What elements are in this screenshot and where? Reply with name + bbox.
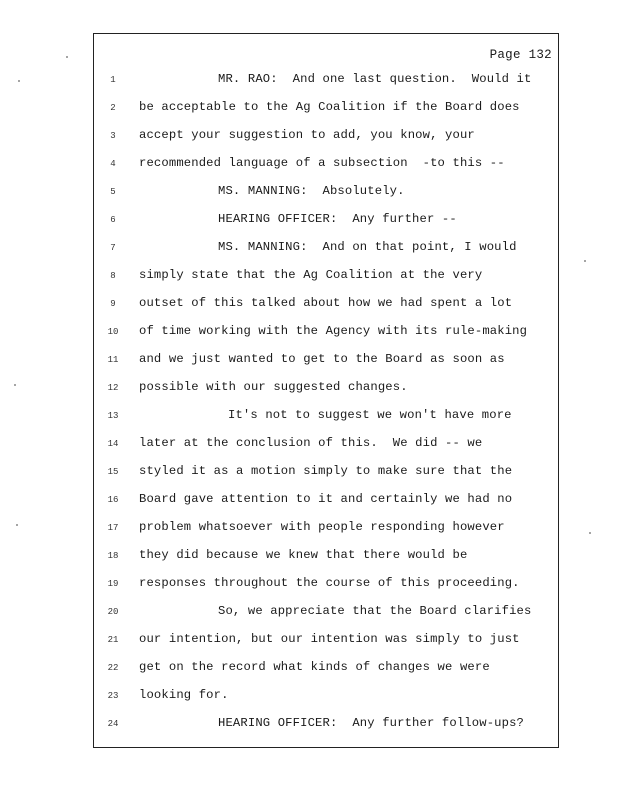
line-text: styled it as a motion simply to make sure that the <box>139 464 513 478</box>
line-text: later at the conclusion of this. We did -- we <box>139 436 483 450</box>
line-text: HEARING OFFICER: Any further follow-ups? <box>218 716 525 730</box>
line-text: recommended language of a subsection -to this -- <box>139 156 505 170</box>
line-text: responses throughout the course of this proceeding. <box>139 576 520 590</box>
line-number: 9 <box>110 299 116 309</box>
line-number: 2 <box>110 103 116 113</box>
transcript-line-10 <box>94 324 560 342</box>
transcript-line-20 <box>94 604 560 622</box>
line-number: 23 <box>107 691 119 701</box>
line-number: 16 <box>107 495 119 505</box>
line-number: 13 <box>107 411 119 421</box>
transcript-line-3 <box>94 128 560 146</box>
line-number: 6 <box>110 215 116 225</box>
transcript-line-2 <box>94 100 560 118</box>
transcript-page <box>93 33 559 748</box>
line-text: be acceptable to the Ag Coalition if the Board does <box>139 100 520 114</box>
transcript-line-16 <box>94 492 560 510</box>
page-number: Page 132 <box>489 48 552 62</box>
line-number: 12 <box>107 383 119 393</box>
line-number: 7 <box>110 243 116 253</box>
line-number: 11 <box>107 355 119 365</box>
transcript-line-7 <box>94 240 560 258</box>
transcript-line-17 <box>94 520 560 538</box>
line-text: MR. RAO: And one last question. Would it <box>218 72 532 86</box>
transcript-line-14 <box>94 436 560 454</box>
transcript-line-9 <box>94 296 560 314</box>
line-text: looking for. <box>139 688 229 702</box>
transcript-line-4 <box>94 156 560 174</box>
transcript-line-21 <box>94 632 560 650</box>
line-number: 24 <box>107 719 119 729</box>
line-number: 18 <box>107 551 119 561</box>
line-text: HEARING OFFICER: Any further -- <box>218 212 457 226</box>
transcript-line-11 <box>94 352 560 370</box>
scan-speck <box>18 80 20 82</box>
transcript-line-6 <box>94 212 560 230</box>
line-text: MS. MANNING: Absolutely. <box>218 184 405 198</box>
line-text: and we just wanted to get to the Board as soon as <box>139 352 505 366</box>
line-number: 8 <box>110 271 116 281</box>
scan-speck <box>16 524 18 526</box>
line-text: they did because we knew that there would be <box>139 548 468 562</box>
transcript-line-18 <box>94 548 560 566</box>
line-text: our intention, but our intention was simply to just <box>139 632 520 646</box>
line-text: simply state that the Ag Coalition at the very <box>139 268 483 282</box>
line-number: 10 <box>107 327 119 337</box>
line-number: 5 <box>110 187 116 197</box>
transcript-line-15 <box>94 464 560 482</box>
scan-speck <box>66 56 68 58</box>
transcript-line-22 <box>94 660 560 678</box>
line-number: 20 <box>107 607 119 617</box>
transcript-line-19 <box>94 576 560 594</box>
line-number: 22 <box>107 663 119 673</box>
line-number: 1 <box>110 75 116 85</box>
transcript-line-12 <box>94 380 560 398</box>
line-number: 17 <box>107 523 119 533</box>
line-text: get on the record what kinds of changes we were <box>139 660 490 674</box>
transcript-line-8 <box>94 268 560 286</box>
transcript-line-5 <box>94 184 560 202</box>
line-number: 21 <box>107 635 119 645</box>
line-number: 15 <box>107 467 119 477</box>
line-text: MS. MANNING: And on that point, I would <box>218 240 517 254</box>
line-text: outset of this talked about how we had spent a lot <box>139 296 513 310</box>
line-text: So, we appreciate that the Board clarifies <box>218 604 532 618</box>
scan-speck <box>14 384 16 386</box>
line-text: possible with our suggested changes. <box>139 380 408 394</box>
scan-speck <box>589 532 591 534</box>
transcript-line-1 <box>94 72 560 90</box>
line-text: It's not to suggest we won't have more <box>228 408 512 422</box>
line-text: Board gave attention to it and certainly we had no <box>139 492 513 506</box>
line-number: 4 <box>110 159 116 169</box>
line-text: accept your suggestion to add, you know, your <box>139 128 475 142</box>
line-number: 19 <box>107 579 119 589</box>
line-text: of time working with the Agency with its rule-making <box>139 324 528 338</box>
line-text: problem whatsoever with people responding however <box>139 520 505 534</box>
scan-speck <box>584 260 586 262</box>
line-number: 14 <box>107 439 119 449</box>
transcript-line-13 <box>94 408 560 426</box>
transcript-line-23 <box>94 688 560 706</box>
line-number: 3 <box>110 131 116 141</box>
transcript-line-24 <box>94 716 560 734</box>
